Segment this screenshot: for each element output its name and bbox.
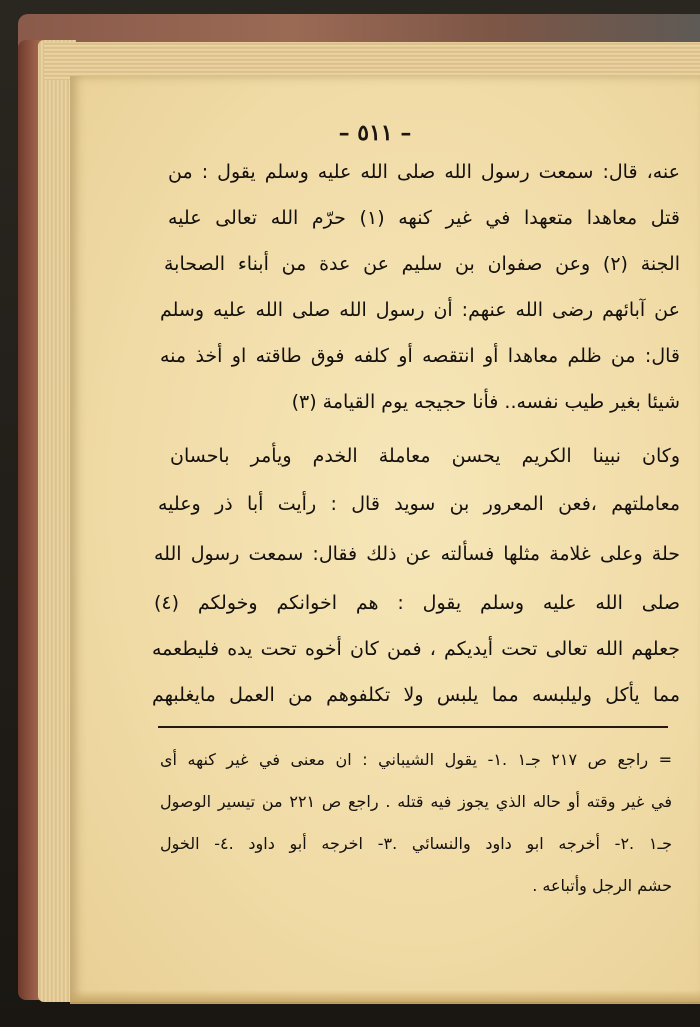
body-line-7: وكان نبينا الكريم يحسن معاملة الخدم ويأمر باحسان xyxy=(170,445,680,467)
body-line-9: حلة وعلى غلامة مثلها فسألته عن ذلك فقال: سمعت رسول الله xyxy=(154,543,680,565)
body-line-1: عنه، قال: سمعت رسول الله صلى الله عليه وسلم يقول : من xyxy=(168,161,680,183)
body-line-2: قتل معاهدا متعهدا في غير كنهه (١) حرّم الله تعالى عليه xyxy=(168,207,680,229)
footnote-line-4: حشم الرجل وأتباعه . xyxy=(532,876,672,895)
body-line-11: جعلهم الله تعالى تحت أيديكم ، فمن كان أخوه تحت يده فليطعمه xyxy=(152,638,680,660)
page-bottom-shadow xyxy=(70,990,700,1004)
body-line-12: مما يأكل وليلبسه مما يلبس ولا تكلفوهم من العمل مايغلبهم xyxy=(152,684,680,706)
body-line-3: الجنة (٢) وعن صفوان بن سليم عن عدة من أبناء الصحابة xyxy=(164,253,680,275)
footnote-line-2: في غير وقته أو حاله الذي يجوز فيه قتله . راجع ص ٢٢١ من تيسير الوصول xyxy=(160,792,673,811)
body-line-8: معاملتهم ،فعن المعرور بن سويد قال : رأيت أبا ذر وعليه xyxy=(158,493,680,515)
page-edges-top xyxy=(44,42,700,80)
body-line-5: قال: من ظلم معاهدا أو انتقصه أو كلفه فوق طاقته او أخذ منه xyxy=(160,345,680,367)
body-line-4: عن آبائهم رضى الله عنهم: أن رسول الله صلى الله عليه وسلم xyxy=(160,299,680,321)
body-line-6: شيئا بغير طيب نفسه.. فأنا حجيجه يوم القيامة (٣) xyxy=(291,391,680,413)
footnote-line-3: جـ١ .٢- أخرجه ابو داود والنسائي .٣- اخرجه أبو داود .٤- الخول xyxy=(160,834,673,853)
footnote-separator xyxy=(158,726,668,728)
body-line-10: صلى الله عليه وسلم يقول : هم اخوانكم وخولكم (٤) xyxy=(154,592,680,614)
footnote-line-1: = راجع ص ٢١٧ جـ١ .١- يقول الشيباني : ان معنى في غير كنهه أى xyxy=(160,750,673,769)
page-number: – ٥١١ – xyxy=(338,120,412,146)
